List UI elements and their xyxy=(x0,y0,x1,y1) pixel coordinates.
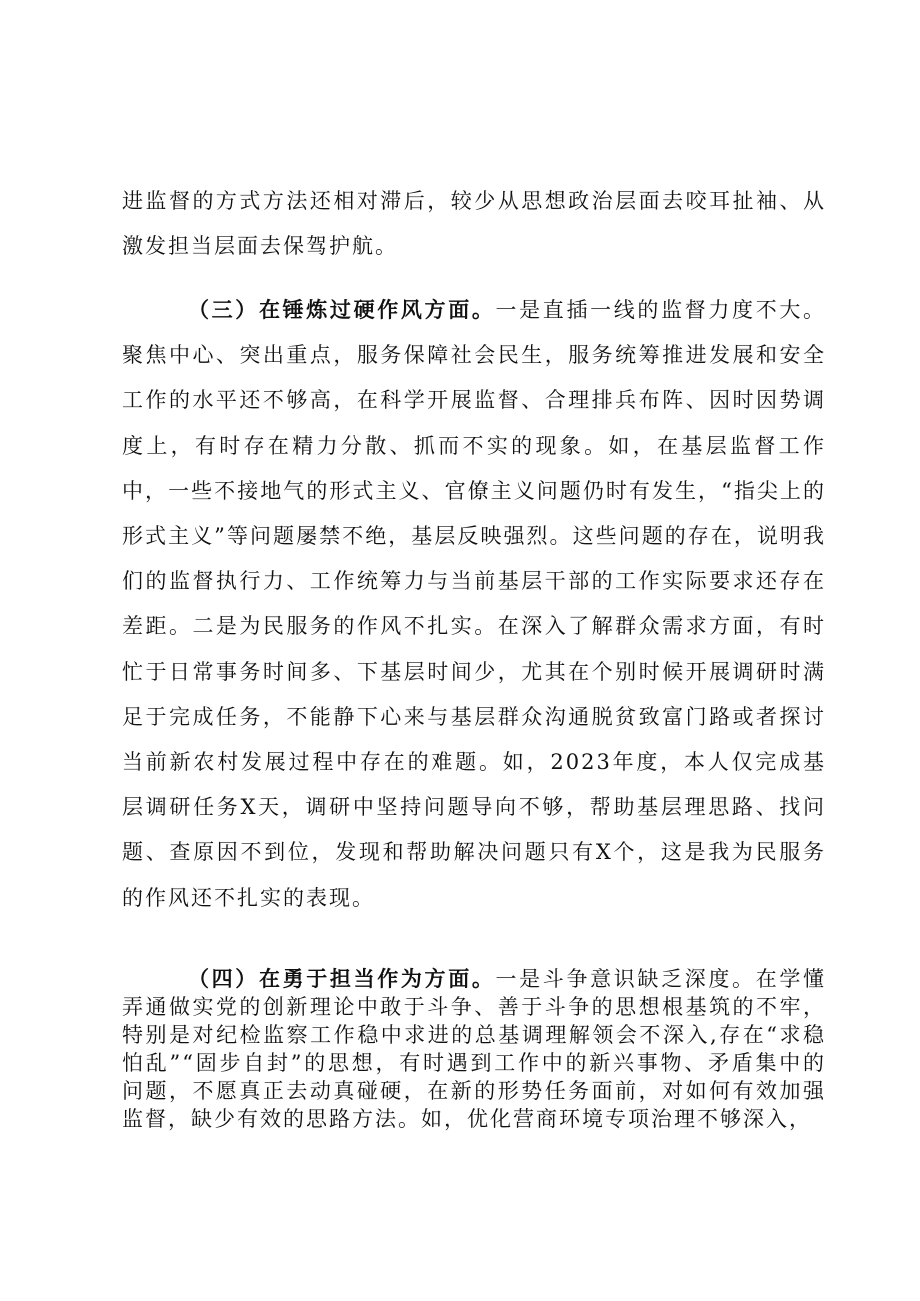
section-heading: （三）在锤炼过硬作风方面。 xyxy=(188,297,496,322)
paragraph-section-three xyxy=(122,287,826,921)
section-heading: （四）在勇于担当作为方面。 xyxy=(188,966,496,991)
paragraph-section-four xyxy=(122,965,826,1133)
paragraph-continuation xyxy=(122,179,826,269)
paragraph-body: 一是斗争意识缺乏深度。在学懂弄通做实党的创新理论中敢于斗争、善于斗争的思想根基筑的不牢，特别是对纪检监察工作稳中求进的总基调理解领会不深入,存在“求稳怕乱”“固步自封”的思想，有时遇到工作中的新兴事物、矛盾集中的问题，不愿真正去动真碰硬，在新的形势任务面前，对如何有效加强监督，缺少有效的思路方法。如，优化营商环境专项治理不够深入， xyxy=(122,967,826,1131)
paragraph-body: 一是直插一线的监督力度不大。聚焦中心、突出重点，服务保障社会民生，服务统筹推进发展和安全工作的水平还不够高，在科学开展监督、合理排兵布阵、因时因势调度上，有时存在精力分散、抓而不实的现象。如，在基层监督工作中，一些不接地气的形式主义、官僚主义问题仍时有发生，“指尖上的形式主义”等问题屡禁不绝，基层反映强烈。这些问题的存在，说明我们的监督执行力、工作统筹力与当前基层干部的工作实际要求还存在差距。二是为民服务的作风不扎实。在深入了解群众需求方面，有时忙于日常事务时间多、下基层时间少，尤其在个别时候开展调研时满足于完成任务，不能静下心来与基层群众沟通脱贫致富门路或者探讨当前新农村发展过程中存在的难题。如，2023年度，本人仅完成基层调研任务X天，调研中坚持问题导向不够，帮助基层理思路、找问题、查原因不到位，发现和帮助解决问题只有X个，这是我为民服务的作风还不扎实的表现。 xyxy=(122,298,826,910)
paragraph-body: 进监督的方式方法还相对滞后，较少从思想政治层面去咬耳扯袖、从激发担当层面去保驾护航。 xyxy=(122,189,826,258)
